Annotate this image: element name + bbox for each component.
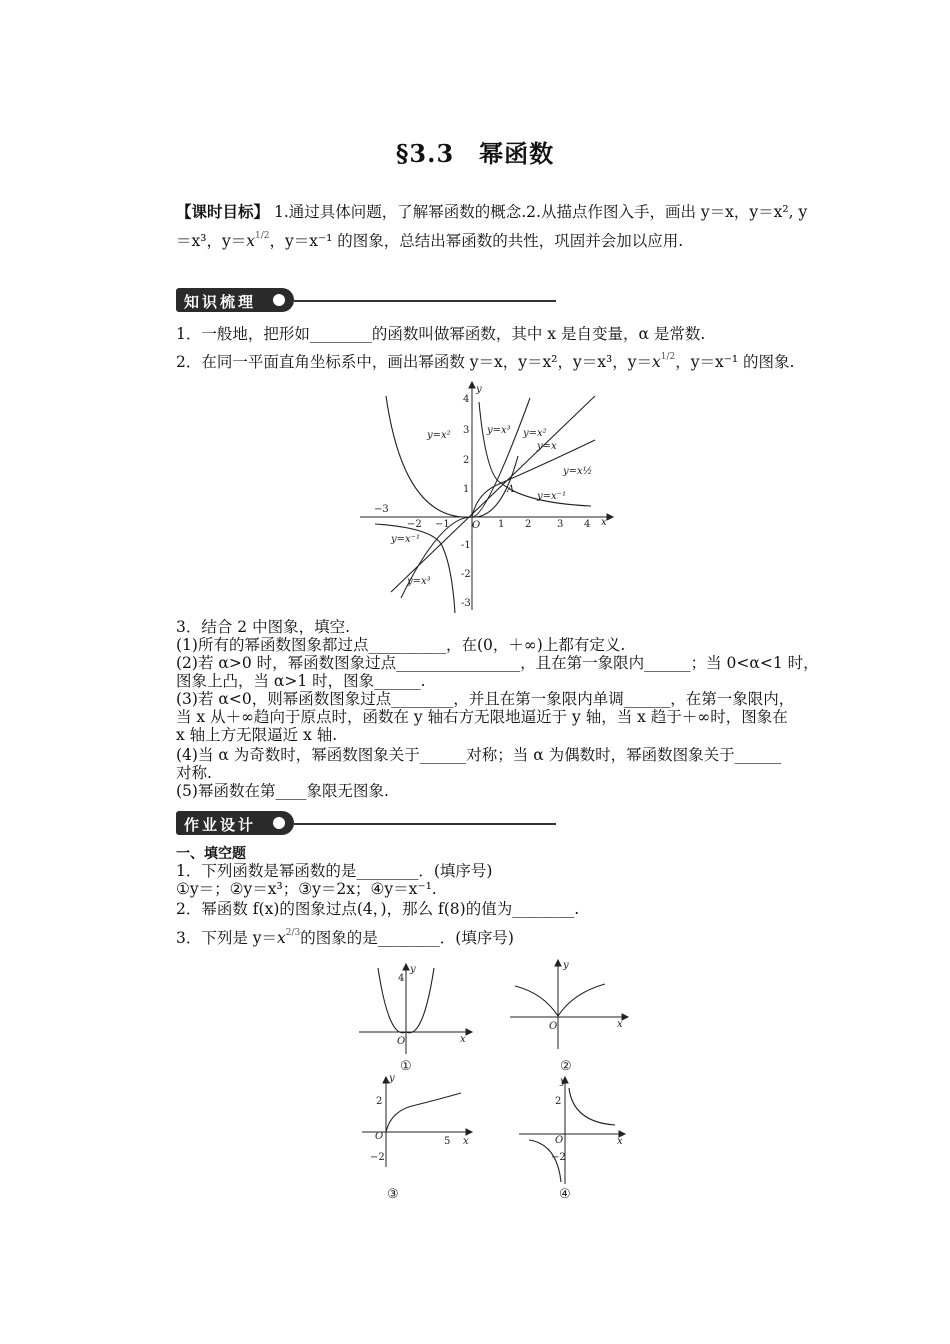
knowledge-item-2: 2．在同一平面直角坐标系中，画出幂函数 y＝x，y＝x²，y＝x³，$y=x^{1/2}$，y＝x⁻¹ 的图象. <box>176 352 795 371</box>
opt4-x-label: x <box>617 1136 623 1147</box>
homework-heading: 一、填空题 <box>176 846 246 862</box>
x-tick-2: 2 <box>525 519 532 530</box>
opt1-x-label: x <box>460 1034 466 1045</box>
band-rule <box>294 823 556 825</box>
k3-line-1: (1)所有的幂函数图象都过点__________，在(0，＋∞)上都有定义. <box>176 636 626 654</box>
section-band-knowledge <box>176 288 558 312</box>
opt3-number: ③ <box>387 1187 399 1202</box>
label-x-cubed-top: y=x³ <box>487 425 511 436</box>
y-tick-2: 2 <box>463 455 470 466</box>
opt4-tick-yneg2: −2 <box>551 1152 566 1163</box>
knowledge-item-2b: ，y＝x⁻¹ 的图象. <box>675 353 795 371</box>
opt3-x-label: x <box>463 1136 469 1147</box>
k3-line-5: 当 x 从＋∞趋向于原点时，函数在 y 轴右方无限地逼近于 y 轴，当 x 趋于＋∞时，图象在 <box>176 708 788 726</box>
k3-line-8: 对称. <box>176 764 212 782</box>
opt3-tick-yneg2: −2 <box>370 1152 385 1163</box>
label-x: y=x <box>537 441 557 452</box>
band-dot <box>273 294 285 306</box>
opt2-number: ② <box>560 1059 572 1074</box>
knowledge-item-2a: 2．在同一平面直角坐标系中，画出幂函数 y＝x，y＝x²，y＝x³，y＝ <box>176 353 652 371</box>
k3-line-4: (3)若 α<0，则幂函数图象过点________，并且在第一象限内单调______，在第一象限内， <box>176 690 795 708</box>
x-tick-1: 1 <box>498 519 505 530</box>
opt2-x-label: x <box>617 1019 623 1030</box>
x-axis-label: x <box>601 517 607 528</box>
power-functions-graph <box>355 378 615 614</box>
hw-item-1: 1．下列函数是幂函数的是________．(填序号) <box>176 862 493 880</box>
hw-item-3a: 3．下列是 y＝ <box>176 929 278 947</box>
band-rule <box>294 300 556 302</box>
opt4-tick-y2: 2 <box>555 1096 562 1107</box>
label-x-inverse-right: y=x⁻¹ <box>537 491 566 502</box>
band-homework-label: 作业设计 <box>184 816 257 834</box>
opt3-tick-x5: 5 <box>444 1136 451 1147</box>
goal-line-2: ＝x³，$y=x^{1/2}$，y＝x⁻¹ 的图象，总结出幂函数的共性，巩固并会加以应用. <box>176 231 684 250</box>
y-axis-arrow <box>469 382 475 388</box>
band-dot <box>273 817 285 829</box>
opt3-origin: O <box>375 1131 384 1142</box>
goal-text-2b: ，y＝x⁻¹ 的图象，总结出幂函数的共性，巩固并会加以应用. <box>269 232 684 250</box>
y-tick-1: 1 <box>463 484 470 495</box>
x-tick-4: 4 <box>584 519 591 530</box>
opt3-y-label: y <box>389 1073 395 1084</box>
hw-exponent-two-thirds: 2/3 <box>285 928 301 938</box>
opt4-number: ④ <box>559 1187 571 1202</box>
y-tick-4: 4 <box>463 394 470 405</box>
goal-text-1: 1.通过具体问题，了解幂函数的概念.2.从描点作图入手，画出 y＝x，y＝x², y <box>273 203 808 221</box>
hw-item-3: 3．下列是 $y=x^{2/3}$的图象的是________．(填序号) <box>176 928 514 947</box>
hw-item-2: 2．幂函数 f(x)的图象过点(4，)，那么 f(8)的值为________. <box>176 900 580 918</box>
k3-line-2: (2)若 α>0 时，幂函数图象过点________________，且在第一象限内______；当 0<α<1 时， <box>176 654 819 672</box>
y-tick-neg1: -1 <box>461 540 471 551</box>
option-graph-3 <box>358 1072 476 1202</box>
point-a-label: A <box>507 484 515 495</box>
k3-line-3: 图象上凸，当 α>1 时，图象______. <box>176 672 426 690</box>
label-x-squared-left: y=x² <box>427 430 451 441</box>
x-axis-arrow <box>607 514 613 520</box>
origin-label: O <box>472 520 481 531</box>
k3-line-7: (4)当 α 为奇数时，幂函数图象关于______对称；当 α 为偶数时，幂函数图象关于______ <box>176 746 782 764</box>
option-graph-2 <box>505 957 630 1077</box>
label-x-cubed-bottom: y=x³ <box>407 576 431 587</box>
opt1-tick-4: 4 <box>398 973 405 984</box>
label-x-half: y=x½ <box>563 466 593 477</box>
band-knowledge-label: 知识梳理 <box>184 293 257 311</box>
section-band-homework <box>176 811 558 835</box>
x-tick-neg3: −3 <box>374 504 389 515</box>
x-tick-neg2: −2 <box>407 519 422 530</box>
opt2-y-label: y <box>563 960 569 971</box>
knowledge-exponent-half: 1/2 <box>660 352 676 362</box>
k3-line-6: x 轴上方无限逼近 x 轴. <box>176 726 338 744</box>
label-x-squared-right: y=x² <box>523 428 547 439</box>
goal-text-2a: ＝x³，y＝ <box>176 232 247 250</box>
page-title: §3.3 幂函数 <box>395 139 555 168</box>
opt3-tick-y2: 2 <box>376 1096 383 1107</box>
hw-item-3b: 的图象的是________．(填序号) <box>300 929 514 947</box>
y-tick-neg3: -3 <box>461 598 471 609</box>
x-tick-3: 3 <box>557 519 564 530</box>
option-graph-1 <box>354 962 474 1077</box>
knowledge-item-1: 1．一般地，把形如________的函数叫做幂函数，其中 x 是自变量，α 是常数. <box>176 325 706 343</box>
opt2-origin: O <box>549 1021 558 1032</box>
k3-line-0: 3．结合 2 中图象，填空. <box>176 618 351 636</box>
y-tick-neg2: -2 <box>461 569 471 580</box>
hw-item-1-options: ①y＝；②y＝x³；③y＝2x；④y＝x⁻¹. <box>176 880 437 898</box>
opt1-origin: O <box>397 1036 406 1047</box>
option-graph-4 <box>515 1072 630 1202</box>
opt1-y-label: y <box>410 964 416 975</box>
y-axis-label: y <box>476 384 482 395</box>
curve-y-x-squared <box>386 396 518 517</box>
k3-line-9: (5)幂函数在第____象限无图象. <box>176 782 389 800</box>
goal-line-1 <box>176 203 807 221</box>
y-tick-3: 3 <box>463 425 470 436</box>
x-tick-neg1: −1 <box>435 519 450 530</box>
opt4-y-label: y <box>560 1076 566 1087</box>
goal-exponent-half: 1/2 <box>254 231 270 241</box>
opt4-origin: O <box>555 1135 564 1146</box>
label-x-inverse-left: y=x⁻¹ <box>391 534 420 545</box>
goal-tag: 【课时目标】 <box>176 202 270 221</box>
opt1-number: ① <box>400 1059 412 1074</box>
